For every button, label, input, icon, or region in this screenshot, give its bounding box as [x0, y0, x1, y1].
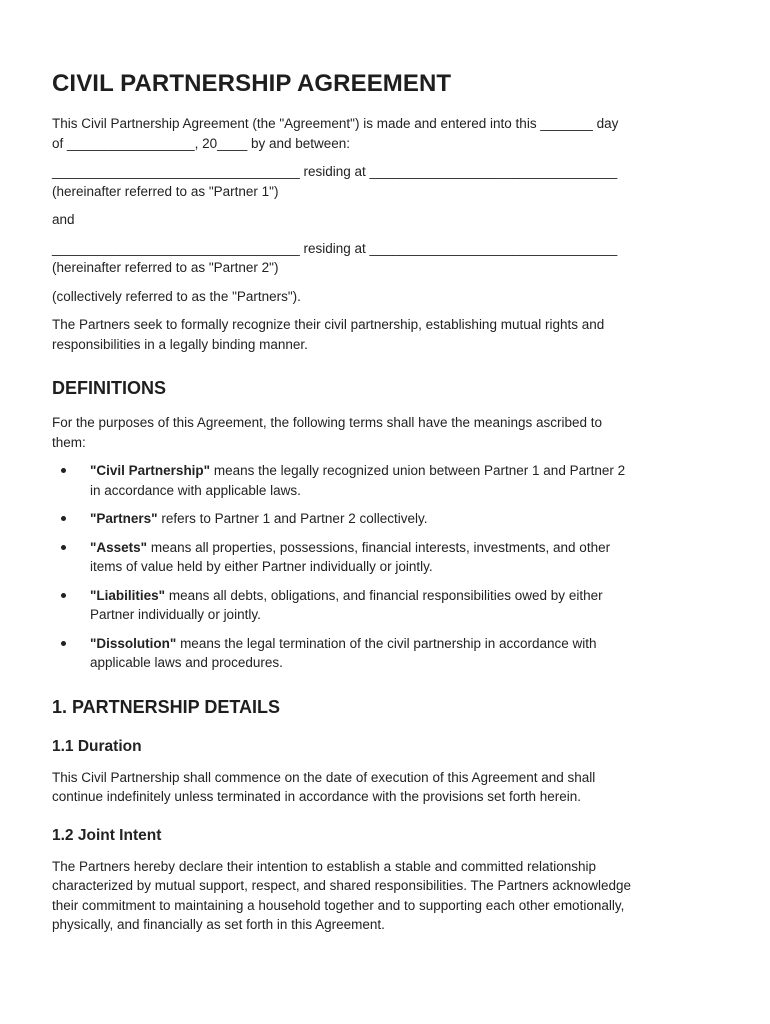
partner-1-line: _________________________________ residing at _________________________________	[52, 164, 618, 179]
definition-term: "Assets"	[90, 539, 148, 555]
definition-text-continued: applicable laws and procedures.	[90, 655, 283, 670]
bullet-icon	[61, 468, 66, 473]
bullet-icon	[61, 545, 66, 550]
definition-text: means the legal termination of the civil partnership in accordance with	[176, 635, 597, 651]
joint-intent-line-2: characterized by mutual support, respect, and shared responsibilities. The Partners acknowledge	[52, 878, 632, 893]
definitions-heading: DEFINITIONS	[52, 378, 167, 398]
definition-text: means all properties, possessions, financial interests, investments, and other	[147, 539, 611, 555]
definition-term: "Liabilities"	[90, 587, 166, 603]
definition-text: refers to Partner 1 and Partner 2 collectively.	[157, 511, 428, 526]
definition-text-continued: in accordance with applicable laws.	[90, 482, 301, 498]
joint-intent-heading: 1.2 Joint Intent	[52, 826, 162, 844]
intro-line-2: of _________________, 20____ by and between:	[52, 135, 351, 151]
list-item	[52, 634, 718, 673]
duration-line-2: continue indefinitely unless terminated in accordance with the provisions set forth herein.	[52, 789, 582, 804]
duration-line-1: This Civil Partnership shall commence on the date of execution of this Agreement and shall	[52, 769, 596, 785]
purpose-paragraph	[52, 315, 718, 354]
collective-reference: (collectively referred to as the "Partners").	[52, 288, 301, 304]
definition-text: means all debts, obligations, and financial responsibilities owed by either	[165, 587, 603, 603]
list-item	[52, 509, 718, 529]
definition-text: means the legally recognized union between Partner 1 and Partner 2	[210, 463, 626, 478]
definitions-list	[52, 461, 718, 673]
intro-line-1: This Civil Partnership Agreement (the "Agreement") is made and entered into this _______ day	[52, 116, 619, 131]
joint-intent-line-1: The Partners hereby declare their intention to establish a stable and committed relationship	[52, 858, 597, 874]
and-text: and	[52, 212, 75, 227]
list-item	[52, 538, 718, 577]
bullet-icon	[61, 593, 66, 598]
joint-intent-line-3: their commitment to maintaining a household together and to supporting each other emotionally,	[52, 897, 625, 913]
partner-1-block	[52, 162, 718, 201]
section-1-heading: 1. PARTNERSHIP DETAILS	[52, 696, 281, 717]
definition-text-continued: Partner individually or jointly.	[90, 607, 261, 622]
duration-heading: 1.1 Duration	[52, 737, 142, 755]
partner-2-line: _________________________________ residing at _________________________________	[52, 240, 618, 256]
definition-term: "Dissolution"	[90, 635, 177, 651]
intro-paragraph	[52, 114, 718, 153]
definitions-intro	[52, 413, 718, 452]
joint-intent-paragraph	[52, 857, 718, 935]
bullet-icon	[61, 516, 66, 521]
partner-1-reference: (hereinafter referred to as "Partner 1")	[52, 183, 279, 199]
bullet-icon	[61, 641, 66, 646]
definition-text-continued: items of value held by either Partner individually or jointly.	[90, 559, 433, 574]
definition-term: "Civil Partnership"	[90, 463, 211, 478]
list-item	[52, 586, 718, 625]
partner-2-block	[52, 239, 718, 278]
definition-term: "Partners"	[90, 511, 158, 526]
definitions-intro-line-1: For the purposes of this Agreement, the following terms shall have the meanings ascribed to	[52, 415, 603, 430]
joint-intent-line-4: physically, and financially as set forth in this Agreement.	[52, 917, 385, 932]
definitions-intro-line-2: them:	[52, 434, 86, 450]
purpose-line-2: responsibilities in a legally binding manner.	[52, 336, 308, 352]
list-item	[52, 461, 718, 500]
duration-paragraph	[52, 768, 718, 807]
document-title: CIVIL PARTNERSHIP AGREEMENT	[52, 70, 452, 97]
partner-2-reference: (hereinafter referred to as "Partner 2")	[52, 260, 279, 275]
purpose-line-1: The Partners seek to formally recognize their civil partnership, establishing mutual rights and	[52, 317, 605, 332]
